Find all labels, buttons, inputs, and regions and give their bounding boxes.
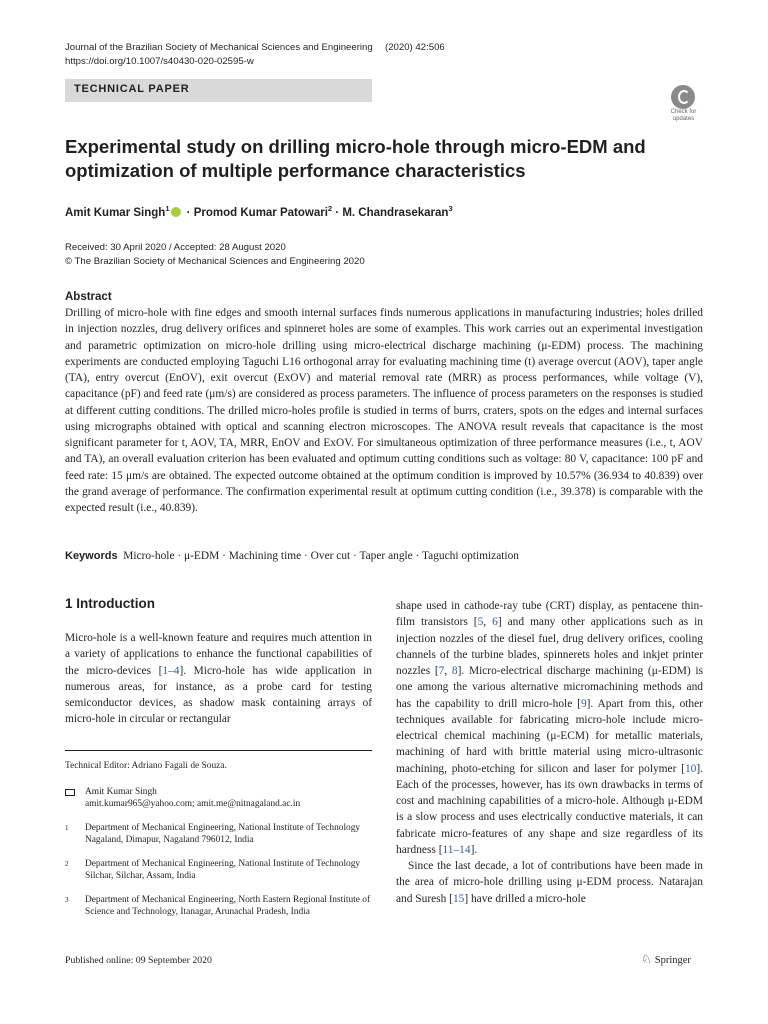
- author-1[interactable]: Amit Kumar Singh: [65, 206, 166, 219]
- volume-info: (2020) 42:506: [385, 42, 445, 53]
- section-heading-introduction: 1 Introduction: [65, 596, 155, 611]
- article-type: TECHNICAL PAPER: [74, 83, 190, 95]
- affiliation-text: Department of Mechanical Engineering, National Institute of Technology Nagaland, Dimapur, Nagaland 796012, India: [85, 822, 361, 845]
- author-2[interactable]: Promod Kumar Patowari: [193, 206, 328, 219]
- abstract-heading: Abstract: [65, 291, 112, 303]
- affiliation-number: 1: [65, 823, 69, 832]
- footnote-divider: [65, 750, 372, 751]
- journal-header: [65, 41, 445, 69]
- doi-link[interactable]: https://doi.org/10.1007/s40430-020-02595-w: [65, 56, 254, 67]
- right-column: [396, 598, 703, 907]
- copyright: © The Brazilian Society of Mechanical Sciences and Engineering 2020: [65, 256, 365, 267]
- affiliation-3: [65, 894, 372, 919]
- author-2-affiliation: 2: [327, 204, 333, 213]
- journal-name: Journal of the Brazilian Society of Mechanical Sciences and Engineering: [65, 42, 373, 53]
- check-updates-icon: [671, 85, 695, 109]
- text-run: Micro-hole is a well-known feature and requires much attention in a variety of applications to enhance the functional capabilities of the micro-devices [: [65, 632, 372, 677]
- citation-link[interactable]: 6: [492, 616, 498, 629]
- text-run: ]. Micro-hole has wide application in numerous areas, for instance, as a probe card for testing semiconductor devices, as shadow mask containing arrays of micro-hole in circular or rectangular: [65, 664, 372, 726]
- left-column: [65, 630, 372, 728]
- affiliation-2: [65, 858, 372, 883]
- affiliation-number: 3: [65, 895, 69, 904]
- text-run: ] have drilled a micro-hole: [464, 892, 586, 905]
- author-separator: ·: [332, 206, 343, 219]
- affiliation-number: 2: [65, 859, 69, 868]
- intro-paragraph: [65, 630, 372, 728]
- author-list: [65, 204, 453, 219]
- article-dates: [65, 241, 365, 269]
- published-date: Published online: 09 September 2020: [65, 955, 212, 966]
- citation-link[interactable]: 7: [438, 665, 445, 677]
- publisher-name: Springer: [654, 955, 691, 966]
- citation-link[interactable]: 9: [580, 697, 587, 710]
- author-1-affiliation: 1: [165, 204, 170, 213]
- publisher-logo: [641, 952, 691, 967]
- author-separator: ·: [183, 206, 194, 219]
- contact-name: Amit Kumar Singh: [85, 786, 157, 797]
- citation-link[interactable]: 1–4: [162, 664, 180, 677]
- intro-paragraph: [396, 598, 703, 858]
- footnotes: [65, 760, 372, 930]
- keywords-label: Keywords: [65, 550, 118, 562]
- received-accepted: Received: 30 April 2020 / Accepted: 28 August 2020: [65, 242, 286, 253]
- technical-editor: Technical Editor: Adriano Fagali de Souza.: [65, 761, 227, 771]
- text-run: ,: [444, 665, 452, 677]
- citation-link[interactable]: 10: [684, 762, 697, 775]
- citation-link[interactable]: 15: [452, 892, 465, 905]
- check-updates-label: Check for updates: [670, 109, 697, 122]
- affiliation-text: Department of Mechanical Engineering, North Eastern Regional Institute of Science and Technology, Itanagar, Arunachal Pradesh, India: [85, 894, 371, 917]
- text-run: ]. Apart from this, other techniques available for fabricating micro-hole include micro-electrical chemical machining (μ-ECM) for metallic materials, machining of hard with brittle material using micro-ultrasonic machining, photo-etching for silicon and laser for polymer [: [396, 697, 703, 775]
- horse-icon: ♘: [641, 952, 652, 966]
- corresponding-author: [65, 786, 372, 811]
- intro-paragraph: [396, 858, 703, 907]
- envelope-icon: [65, 789, 75, 796]
- text-run: ]. Micro-electrical discharge machining (μ-EDM) is one among the various alternative micromachining methods and has the capability to drill micro-hole [: [396, 665, 704, 710]
- affiliation-text: Department of Mechanical Engineering, National Institute of Technology Silchar, Silchar, Assam, India: [85, 858, 361, 881]
- text-run: ] and many other applications such as in injection nozzles of the diesel fuel, drug delivery orifices, cooling channels of the turbine blades, spinnerets holes and inkjet printer nozzles [: [396, 616, 704, 677]
- text-run: ,: [483, 616, 493, 629]
- citation-link[interactable]: 11–14: [442, 843, 471, 856]
- text-run: shape used in cathode-ray tube (CRT) display, as pentacene thin-film transistors [: [396, 600, 703, 629]
- author-3[interactable]: M. Chandrasekaran: [342, 206, 449, 219]
- text-run: ]. Each of the processes, however, has its own drawbacks in terms of cost and machining capabilities of a micro-hole. Although μ-EDM is a slow process and uses electrically conductive materials, it can fabricate micro-features of any shape and size regardless of its hardness [: [396, 762, 703, 856]
- keywords-list: Micro-hole · μ-EDM · Machining time · Over cut · Taper angle · Taguchi optimization: [123, 550, 519, 562]
- paper-title: Experimental study on drilling micro-hole through micro-EDM and optimization of multiple performance characteristics: [65, 136, 646, 181]
- contact-email[interactable]: amit.kumar965@yahoo.com; amit.me@nitnagaland.ac.in: [85, 799, 301, 809]
- abstract-text: Drilling of micro-hole with fine edges and smooth internal surfaces finds numerous applications in manufacturing industries; holes drilled in injection nozzles, drug delivery orifices and spinneret holes are some of examples. This work carries out an experimental investigation and parametric optimization on micro-hole drilling using micro-electrical discharge machining (μ-EDM) process. The machining experiments are conducted employing Taguchi L16 orthogonal array for evaluating machining time (t) average overcut (AOV), taper angle (TA), entry overcut (EnOV), exit overcut (ExOV) and material removal rate (MRR) as process performances, while voltage (V), capacitance (pF) and feed rate (μm/s) are considered as process parameters. The influence of process parameters on the responses is studied at different cutting conditions. The drilled micro-holes profile is studied in terms of burrs, craters, spots on the edges and internal surfaces using micrographs obtained with optical and scanning electron microscopes. The ANOVA result reveals that capacitance is the most significant parameter for t, AOV, TA, MRR, EnOV and ExOV. For simultaneous optimization of three performance measures (i.e., t, AOV and TA), an overall evaluation criterion has been evaluated and optimum cutting conditions such as voltage: 80 V, capacitance: 100 pF and feed rate: 15 μm/s are obtained. The expected outcome obtained at the optimum condition is improved by 10.57% (36.934 to 40.839) over the grand average of performance. The confirmation experimental result at optimum cutting condition (i.e., 39.378) is comparable with the expected result (i.e., 40.839).: [65, 307, 703, 514]
- author-3-affiliation: 3: [448, 204, 453, 213]
- citation-link[interactable]: 5: [477, 616, 484, 629]
- article-type-banner: [65, 79, 372, 102]
- check-for-updates-badge[interactable]: [664, 85, 703, 124]
- text-run: ].: [470, 843, 478, 856]
- citation-link[interactable]: 8: [451, 665, 458, 677]
- text-run: Since the last decade, a lot of contributions have been made in the area of micro-hole drilling using μ-EDM process. Natarajan and Suresh [: [396, 860, 703, 905]
- orcid-icon[interactable]: [171, 207, 181, 217]
- affiliation-1: [65, 822, 372, 847]
- keywords: [65, 550, 519, 562]
